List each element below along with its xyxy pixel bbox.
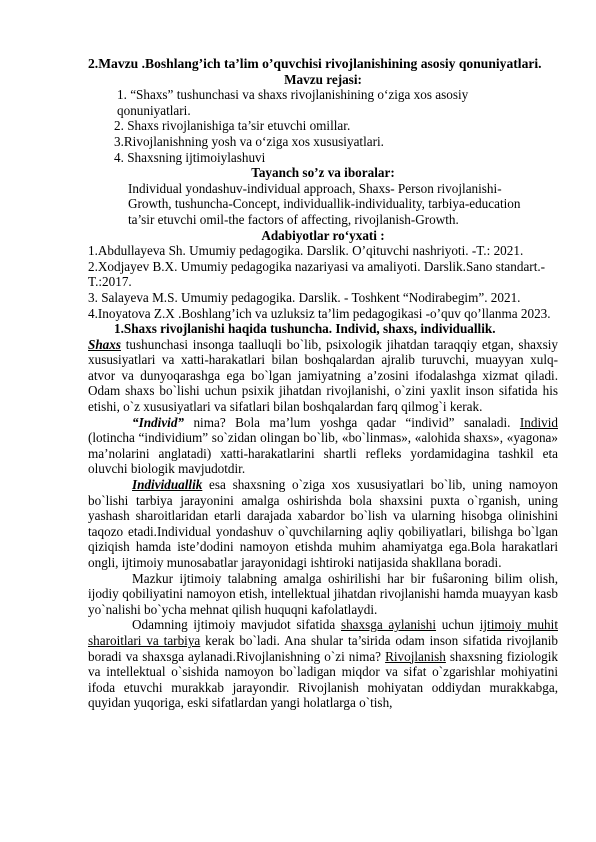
plan-heading: Mavzu rejasi: bbox=[284, 71, 362, 87]
plan-item: qonuniyatlari. bbox=[117, 102, 191, 118]
plan-item: 2. Shaxs rivojlanishiga ta’sir etuvchi omillar. bbox=[114, 118, 351, 134]
reference-item: 1.Abdullayeva Sh. Umumiy pedagogika. Darslik. O’qituvchi nashriyoti. -T.: 2021. bbox=[88, 243, 524, 259]
underlined-term: ijtimoiy muhit sharoitlari va tarbiya bbox=[88, 617, 558, 648]
plan-item: 3.Rivojlanishning yosh va o‘ziga xos xususiyatlari. bbox=[114, 133, 384, 149]
keywords-line: Growth, tushuncha-Concept, individuallik-individuality, tarbiya-education bbox=[128, 196, 521, 212]
underlined-term: Individ bbox=[519, 414, 558, 430]
paragraph-text: tushunchasi insonga taalluqli bo`lib, psixologik jihatdan taraqqiy etgan, shaxsiy xususiyatlari va xatti-harakatlari bilan boshqalardan ajralib turuvchi, muayyan xulq-atvor va dunyoqarashga ega bo`lgan jamiyatning a’zosini ifodalashga xizmat qiladi. Odam shaxs bo`lishi uchun psixik jihatdan rivojlanishi, o`zini yaxlit inson sifatida his etishi, o`z xususiyatlari va sifatlari bilan boshqalardan farq qilmog`i kerak. bbox=[88, 336, 558, 415]
underlined-term: Rivojlanish bbox=[385, 648, 446, 664]
reference-item: 2.Xodjayev B.X. Umumiy pedagogika nazariyasi va amaliyoti. Darslik.Sano standart.-T.:2017. bbox=[88, 258, 546, 290]
keywords-heading: Tayanch so’z va iboralar: bbox=[251, 165, 395, 181]
term-shaxs: Shaxs bbox=[88, 336, 121, 352]
paragraph-text: nima? Bola ma’lum yoshga qadar “individ” sanaladi. bbox=[184, 414, 520, 430]
paragraph-text: Odamning ijtimoiy mavjudot sifatida bbox=[132, 617, 341, 633]
paragraph-shaxs bbox=[88, 337, 558, 415]
document-page bbox=[88, 56, 558, 711]
paragraph-text: uchun bbox=[436, 617, 480, 633]
paragraph-ijtimoiy-talab: Mazkur ijtimoiy talabning amalga oshirilishi har bir fuŝaroning bilim olish, ijodiy qobiliyatini namoyon etish, intellektual jihatdan rivojlanishi hamda muayyan kasb yo`nalishi bo`ycha mehnat qilish huquqni kafolatlaydi. bbox=[88, 570, 558, 617]
paragraph-text: shaxsning fiziologik va intellektual o`sishida namoyon bo`ladigan miqdor va sifat o`zgarishlar mohiyatini ifoda etuvchi murakkab jarayondir. Rivojlanish mohiyatan oddiydan murakkabga, quyidan yuqoriga, eski sifatlardan yangi holatlarga o`tish, bbox=[88, 648, 558, 711]
reference-item: 3. Salayeva M.S. Umumiy pedagogika. Darslik. - Toshkent “Nodirabegim”. 2021. bbox=[88, 289, 521, 305]
paragraph-text: (lotincha “individium” so`zidan olingan bo`lib, «bo`linmas», «alohida shaxs», «yagona» ma’nolarini anglatadi) xatti-harakatlarini shartli refleks yordamidagina tashkil eta oluvchi biologik mavjudotdir. bbox=[88, 430, 558, 477]
references-heading: Adabiyotlar ro‘yxati : bbox=[261, 227, 385, 243]
keywords-line: ta’sir etuvchi omil-the factors of affecting, rivojlanish-Growth. bbox=[128, 211, 459, 227]
plan-item: 4. Shaxsning ijtimoiylashuvi bbox=[114, 149, 266, 165]
underlined-term: shaxsga aylanishi bbox=[340, 617, 437, 633]
document-title: 2.Mavzu .Boshlang’ich ta’lim o’quvchisi rivojlanishining asosiy qonuniyatlari. bbox=[88, 56, 542, 71]
paragraph-rivojlanish bbox=[88, 617, 558, 711]
paragraph-individuallik bbox=[88, 477, 558, 571]
keywords-line: Individual yondashuv-individual approach, Shaxs- Person rivojlanishi- bbox=[128, 180, 502, 196]
reference-item: 4.Inoyatova Z.X .Boshlang’ich va uzluksiz ta’lim pedagogikasi -o’quv qo’llanma 2023. bbox=[88, 305, 551, 321]
paragraph-text: kerak bo`ladi. Ana shular ta’sirida odam inson sifatida rivojlanib boradi va shaxsga aylanadi.Rivojlanishning o`zi nima? bbox=[88, 632, 558, 664]
plan-item: 1. “Shaxs” tushunchasi va shaxs rivojlanishining o‘ziga xos asosiy bbox=[117, 87, 469, 103]
term-individ: “Individ” bbox=[132, 414, 185, 430]
section-heading: 1.Shaxs rivojlanishi haqida tushuncha. Individ, shaxs, individuallik. bbox=[114, 321, 496, 337]
term-individuallik: Individuallik bbox=[132, 477, 203, 493]
paragraph-text: esa shaxsning o`ziga xos xususiyatlari bo`lib, uning namoyon bo`lishi tarbiya jarayonini amalga oshirishda bola shaxsini puxta o`rganish, uning yashash sharoitlaridan etarli darajada xabardor bo`lish va ularning hisobga olinishini taqozo etadi.Individual yondashuv o`quvchilarning aqliy qobiliyatlari, bilishga bo`lgan qiziqish hamda iste’dodini namoyon etishda muhim ahamiyatga ega.Bola harakatlari ongli, ijtimoiy munosabatlar jarayonidagi ishtiroki natijasida shakllana boradi. bbox=[88, 477, 558, 570]
paragraph-individ bbox=[88, 415, 558, 477]
